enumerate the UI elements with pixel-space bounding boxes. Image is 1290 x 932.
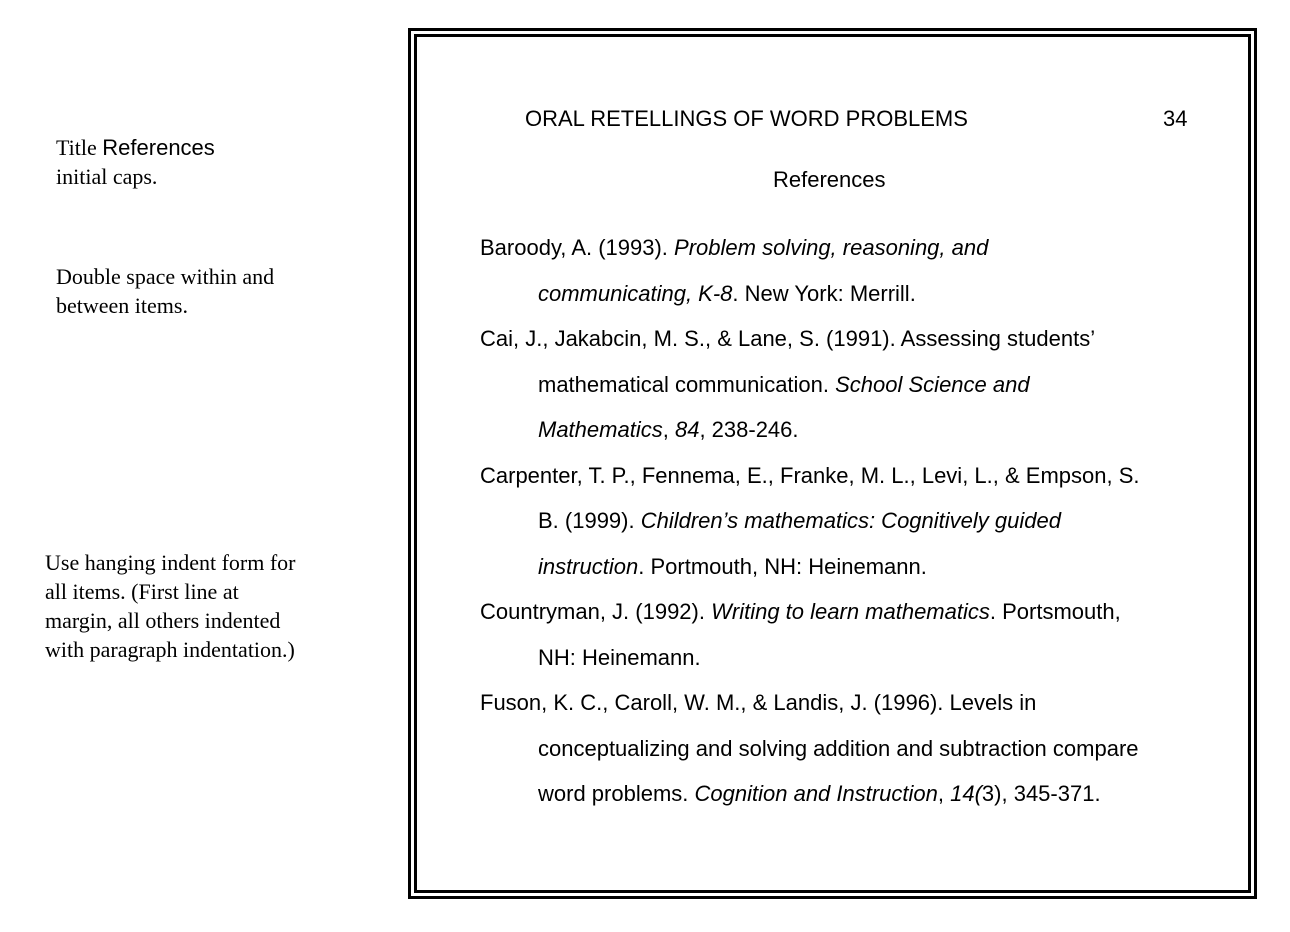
annotation-title-line2: initial caps. (56, 164, 158, 189)
reference-title: communicating, K-8 (538, 280, 733, 306)
reference-line (480, 225, 1240, 271)
reference-journal: Mathematics (538, 417, 663, 442)
reference-line (480, 771, 1240, 817)
reference-volume: 84 (674, 417, 700, 442)
reference-text: . Portmouth, NH: Heinemann. (638, 553, 927, 579)
reference-line (480, 589, 1240, 635)
reference-line (480, 498, 1240, 544)
annotation-line: margin, all others indented (45, 608, 281, 633)
reference-text: Baroody, A. (1993). (480, 235, 675, 260)
reference-journal: School Science and (835, 371, 1030, 397)
annotation-title-sample: References (102, 135, 215, 160)
reference-line: conceptualizing and solving addition and subtraction compare (538, 735, 1139, 761)
page-number: 34 (1163, 106, 1188, 131)
annotation-title-prefix: Title (56, 135, 103, 160)
reference-pages: 3), 345-371. (981, 781, 1101, 806)
reference-text: , (937, 781, 951, 806)
reference-line (480, 544, 1240, 590)
reference-title: Problem solving, reasoning, and (674, 235, 989, 260)
annotation-title-caps (56, 133, 215, 191)
reference-title: Children’s mathematics: Cognitively guided (640, 508, 1061, 533)
reference-text: word problems. (538, 781, 695, 806)
reference-text: Countryman, J. (1992). (480, 599, 712, 624)
annotation-line: Use hanging indent form for (45, 550, 296, 575)
reference-entry-countryman (480, 589, 1240, 680)
annotation-line: all items. (First line at (45, 579, 239, 604)
annotation-line: with paragraph indentation.) (45, 637, 295, 662)
annotation-title-line1 (56, 133, 215, 162)
reference-text: mathematical communication. (538, 371, 836, 397)
reference-line: Cai, J., Jakabcin, M. S., & Lane, S. (1991). Assessing students’ (480, 326, 1096, 351)
reference-line (480, 271, 1240, 317)
reference-list (480, 225, 1240, 817)
reference-line: Carpenter, T. P., Fennema, E., Franke, M. L., Levi, L., & Empson, S. (480, 462, 1140, 488)
reference-line (480, 362, 1240, 408)
running-head: ORAL RETELLINGS OF WORD PROBLEMS (525, 106, 968, 131)
annotation-line: between items. (56, 293, 188, 318)
reference-title: Writing to learn mathematics (711, 599, 990, 624)
reference-text: . Portsmouth, (989, 599, 1121, 624)
reference-text: , (662, 417, 675, 442)
annotation-hanging-indent (45, 548, 296, 664)
references-heading: References (773, 167, 886, 192)
reference-text: . New York: Merrill. (732, 280, 916, 306)
annotation-line: Double space within and (56, 264, 275, 289)
reference-entry-baroody (480, 225, 1240, 316)
reference-journal: Cognition and Instruction (694, 781, 938, 806)
reference-entry-carpenter (480, 453, 1240, 590)
annotation-double-space (56, 262, 274, 320)
reference-line: Fuson, K. C., Caroll, W. M., & Landis, J. (1996). Levels in (480, 690, 1037, 715)
reference-title: instruction (538, 553, 639, 579)
reference-entry-cai (480, 316, 1240, 453)
reference-volume: 14( (950, 781, 982, 806)
reference-pages: , 238-246. (699, 417, 799, 442)
reference-line: NH: Heinemann. (538, 644, 701, 670)
reference-entry-fuson (480, 680, 1240, 817)
reference-text: B. (1999). (538, 508, 641, 533)
reference-line (480, 407, 1240, 453)
